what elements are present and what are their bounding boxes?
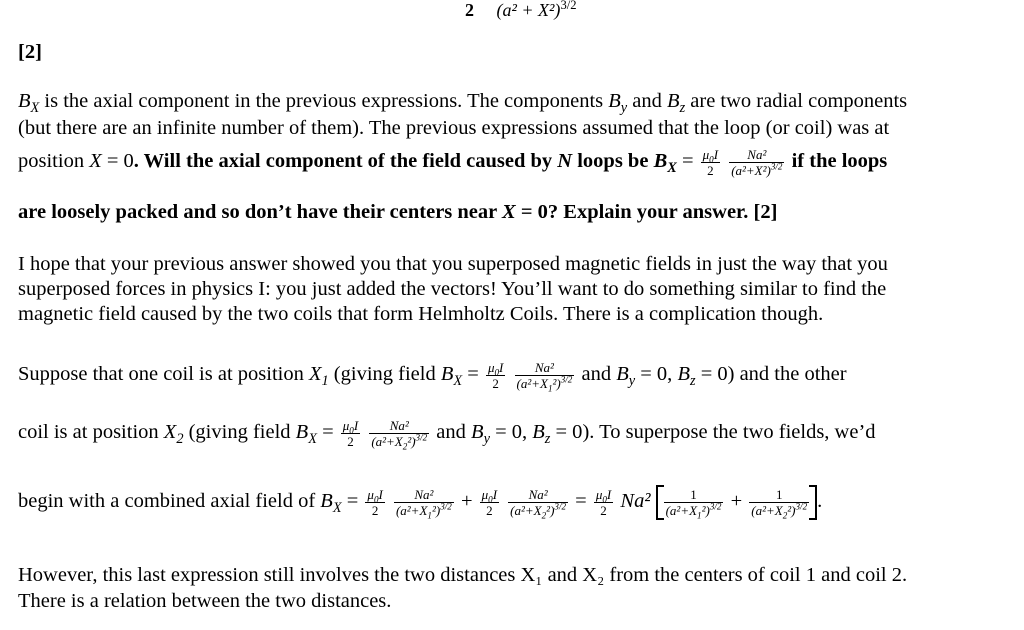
para1-line3: position X = 0. Will the axial component of the field caused by N loops be $B_X$ = $\frac{\mu_0I}{2}$ $\frac{\text{Na²}}{(a^2+X^2)^{3/2}}$ if the loops	[18, 147, 888, 178]
para3-line1: Suppose that one coil is at position $X_1$ (giving field $B_X$ = $\frac{\mu_0I}{2}$ $\frac{\text{Na²}}{(a^2+X_1^2)^{3/2}}$ and $B_y = 0$, $B_z = 0$) and the other	[18, 360, 847, 394]
para3-line3: begin with a combined axial field of $B_X$ = $\frac{\mu_0I}{2}$ $\frac{\text{Na²}}{(a^2+X_1^2)^{3/2}}$ + $\frac{\mu_0I}{2}$ $\frac{\text{Na²}}{(a^2+X_2^2)^{3/2}}$ = $\frac{\mu_0I}{2}$ Na² $\frac{1}{(a^2+X_1^2)^{3/2}}$ + $\frac{1}{(a^2+X_2^2)^{3/2}}$ .	[18, 487, 823, 521]
fragment-denominator: (a² + X²)	[496, 0, 561, 20]
para1-line1: $B_X$ is the axial component in the previous expressions. The components $B_y$ and $B_z$ are two radial components	[18, 90, 908, 117]
para1-line2: (but there are an infinite number of them). The previous expressions assumed that the loop (or coil) was at	[18, 117, 890, 139]
fragment-two: 2	[465, 0, 474, 20]
para4-line1: However, this last expression still involves the two distances X₁ and X₂ from the centers of coil 1 and coil 2.	[18, 564, 908, 586]
marks-q1: [2]	[18, 41, 42, 63]
para1-line4: are loosely packed and so don’t have their centers near X = 0? Explain your answer. [2]	[18, 201, 778, 223]
para2-line1: I hope that your previous answer showed you that you superposed magnetic fields in just the way that you	[18, 253, 888, 275]
para3-line2: coil is at position $X_2$ (giving field $B_X$ = $\frac{\mu_0I}{2}$ $\frac{\text{Na²}}{(a^2+X_2^2)^{3/2}}$ and $B_y = 0$, $B_z = 0$). To superpose the two fields, we’d	[18, 418, 876, 452]
para2-line2: superposed forces in physics I: you just added the vectors! You’ll want to do something similar to find the	[18, 278, 887, 300]
para2-line3: magnetic field caused by the two coils that form Helmholtz Coils. There is a complication though.	[18, 303, 824, 325]
top-equation-fragment: 2 $(a^2 + X^2)^{3/2}$	[465, 0, 577, 20]
para4-line2: There is a relation between the two distances.	[18, 590, 392, 612]
